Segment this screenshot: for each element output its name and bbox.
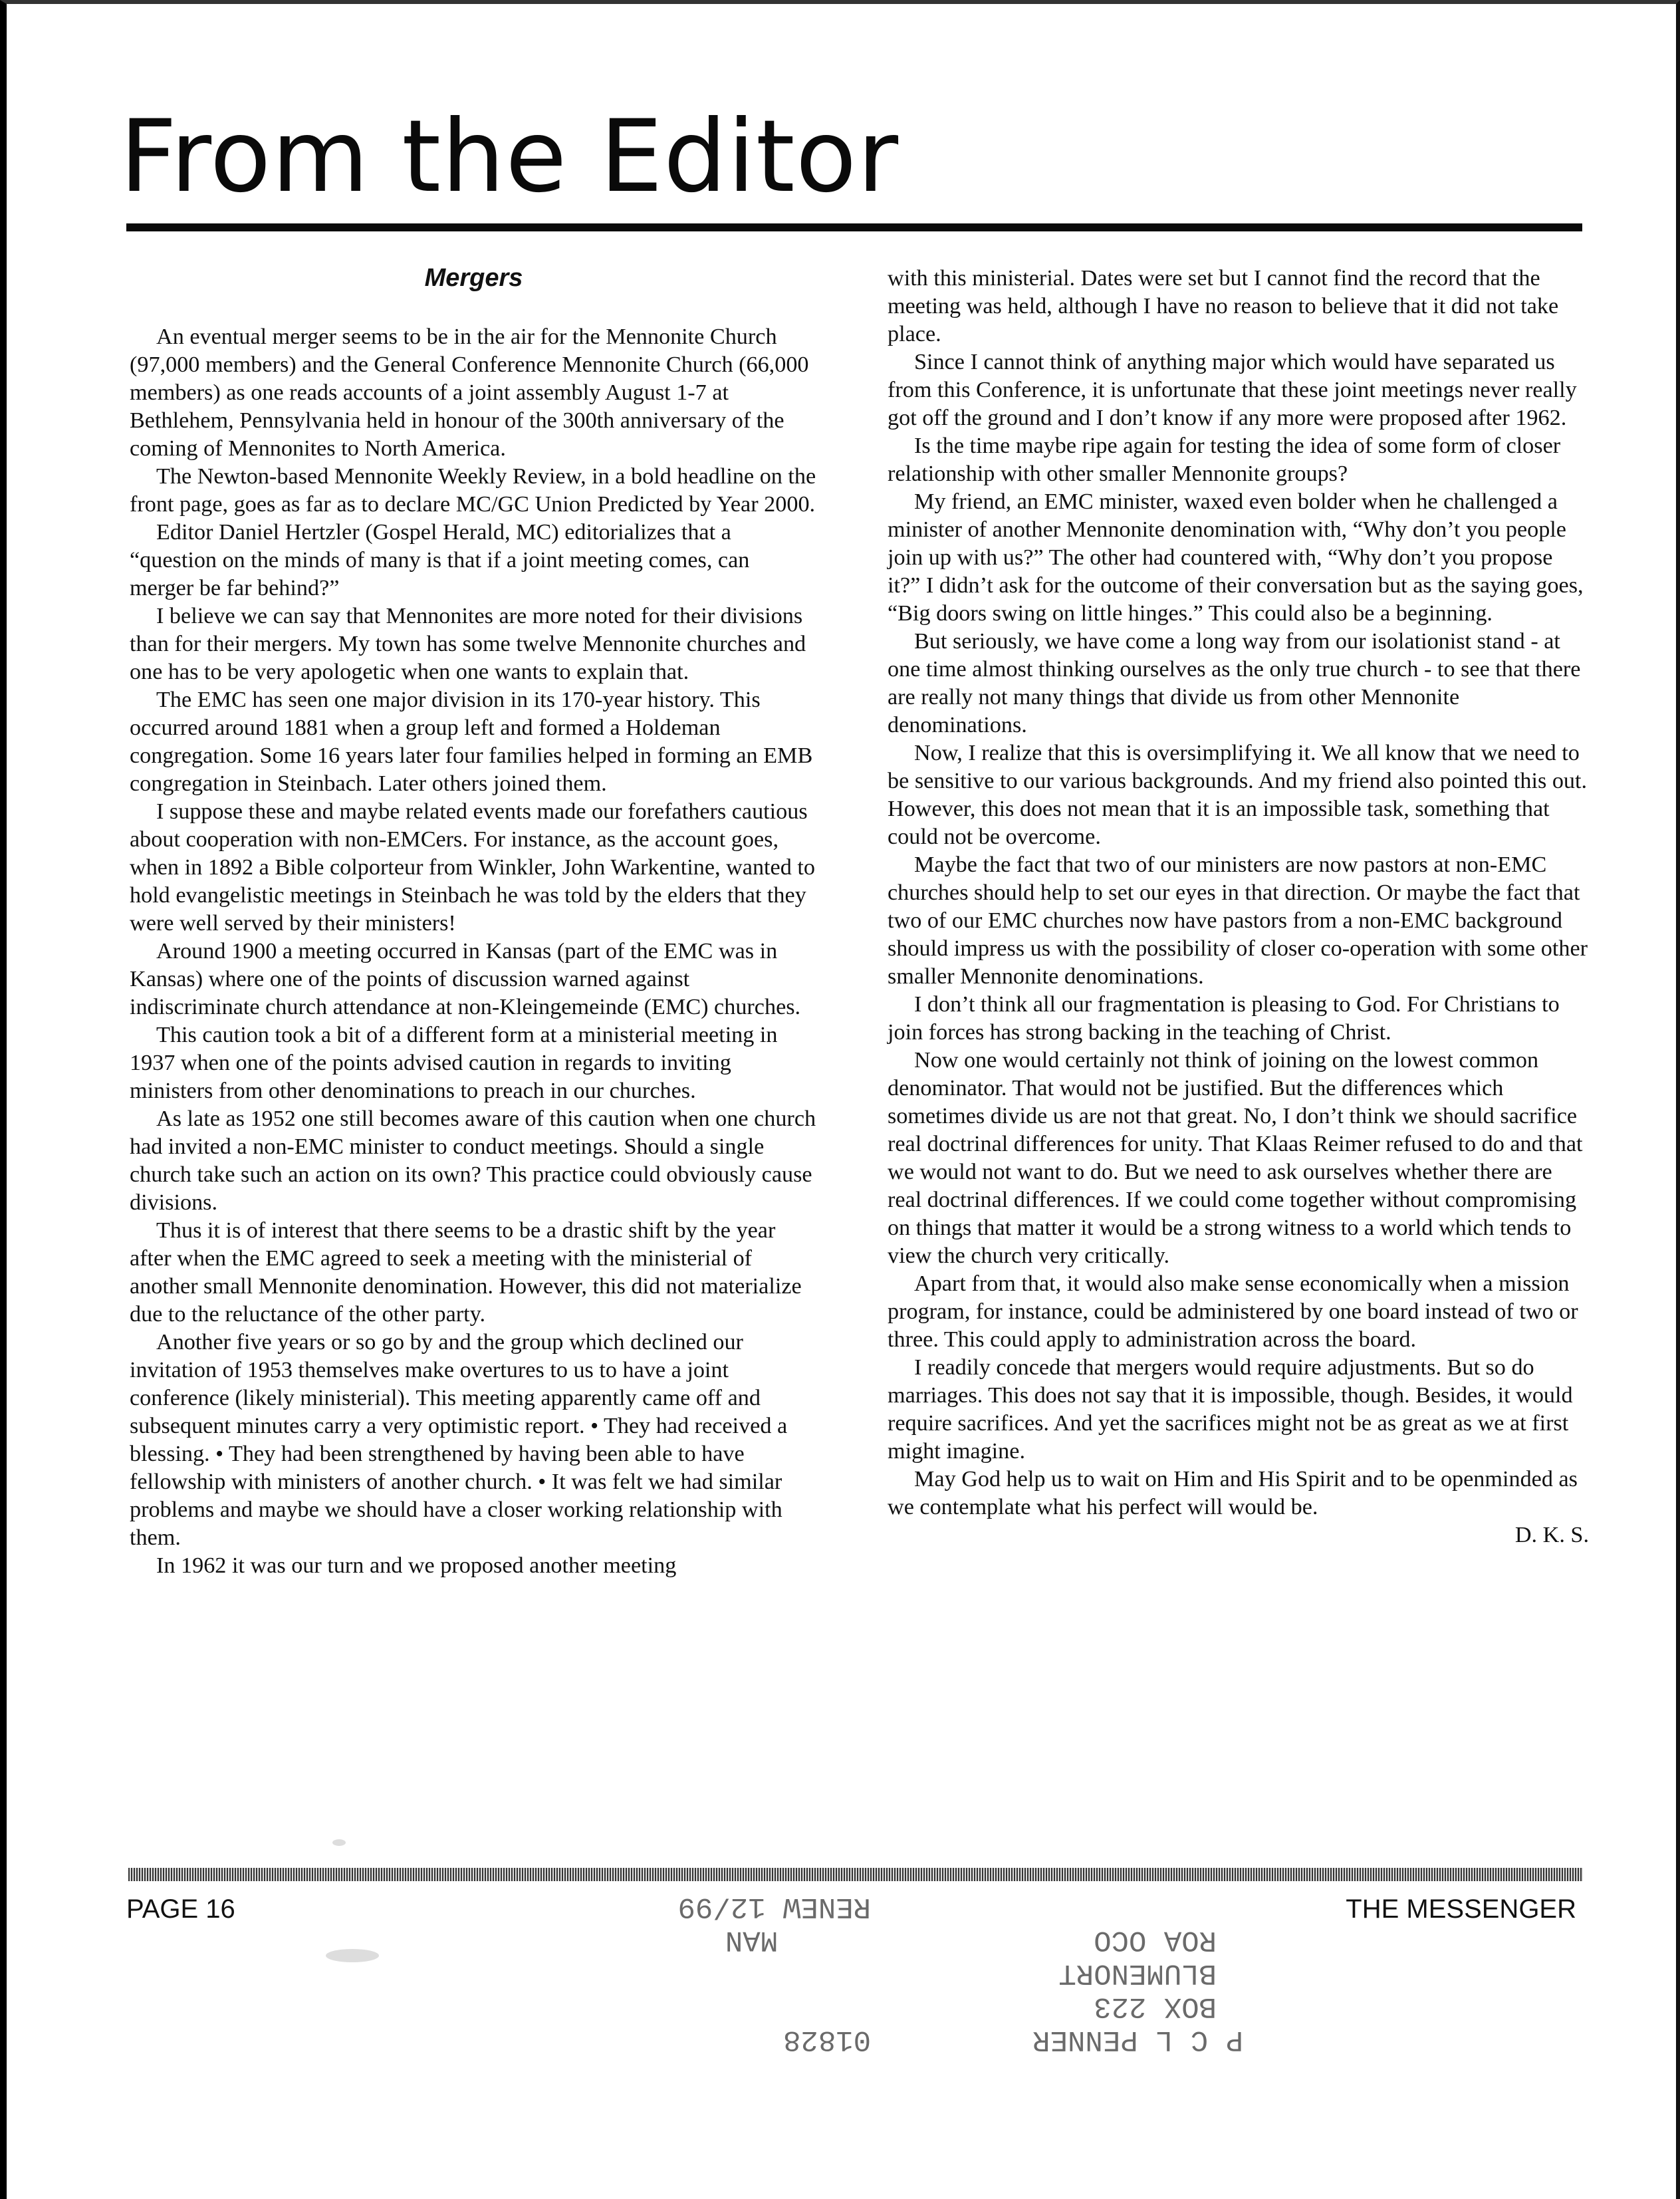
paragraph: In 1962 it was our turn and we proposed another meeting <box>156 1553 677 1578</box>
title-rule <box>126 223 1582 231</box>
footer-pattern-bar <box>128 1868 1583 1881</box>
paragraph: As late as 1952 one still becomes aware of this caution when one church had invited a non-EMC minister to conduct meetings. Should a single church take such an action on its own? This practice could obviously cause divisions. <box>130 1106 816 1215</box>
paragraph: The EMC has seen one major division in its 170-year history. This occurred around 1881 when a group left and formed a Holdeman congregation. Some 16 years later four families helped in forming an EMB congregation in Steinbach. Later others joined them. <box>130 688 813 796</box>
paragraph: I believe we can say that Mennonites are more noted for their divisions than for their mergers. My town has some twelve Mennonite churches and one has to be very apologetic when one wants to explain that. <box>130 604 806 684</box>
paragraph: Apart from that, it would also make sense economically when a mission program, for instance, could be administered by one board instead of two or three. This could apply to administration across the board. <box>888 1271 1578 1352</box>
paragraph: May God help us to wait on Him and His Spirit and to be openminded as we contemplate what his perfect will would be. <box>888 1467 1578 1519</box>
left-column <box>130 263 818 1580</box>
page-number: PAGE 16 <box>126 1894 235 1924</box>
article-heading: Mergers <box>424 264 523 292</box>
label-code: 01828 <box>782 2023 871 2056</box>
paragraph: Thus it is of interest that there seems to be a drastic shift by the year after when the EMC agreed to seek a meeting with the ministerial of another small Mennonite denomination. However, this did not materialize due to the reluctance of the other party. <box>130 1218 802 1327</box>
paragraph <box>130 463 818 519</box>
smudge-mark <box>326 1949 379 1962</box>
label-town: BLUMENORT <box>1058 1956 1217 1990</box>
paragraph: Maybe the fact that two of our ministers are now pastors at non-EMC churches should help to set our eyes in that direction. Or maybe the fact that two of our EMC churches now have pastors from a non-EMC background should impress us with the possibility of closer co-operation with some other smaller Mennonite denominations. <box>888 852 1588 989</box>
paragraph: Editor Daniel Hertzler (Gospel Herald, MC) editorializes that a “question on the minds of many is that if a joint meeting comes, can merger be far behind?” <box>130 520 750 600</box>
paragraph: Another five years or so go by and the group which declined our invitation of 1953 themselves make overtures to us to have a joint conference (likely ministerial). This meeting apparently came off and subsequent minutes carry a very optimistic report. • They had received a blessing. • They had been strengthened by having been able to have fellowship with ministers of another church. • It was felt we had similar problems and maybe we should have a closer working relationship with them. <box>130 1330 788 1550</box>
label-renewal: RENEW 12/99 <box>677 1890 871 1923</box>
paragraph: Now, I realize that this is oversimplifying it. We all know that we need to be sensitive to our various backgrounds. And my friend also pointed this out. However, this does not mean that it is an impossible task, something that could not be overcome. <box>888 741 1588 849</box>
label-name: P C L PENNER <box>1032 2023 1243 2056</box>
paragraph: Is the time maybe ripe again for testing the idea of some form of closer relationship with other smaller Mennonite groups? <box>888 434 1561 486</box>
paragraph: I readily concede that mergers would require adjustments. But so do marriages. This does not say that it is impossible, though. Besides, it would require sacrifices. And yet the sacrifices might not be as great as we at first might imagine. <box>888 1355 1573 1464</box>
paragraph: Now one would certainly not think of joining on the lowest common denominator. That would not be justified. But the differences which sometimes divide us are not that great. No, I don’t think we should sacrifice real doctrinal differences for unity. That Klaas Reimer refused to do and that we would not want to do. But we need to ask ourselves whether there are real doctrinal differences. If we could come together without compromising on things that matter it would be a strong witness to a world which tends to view the church very critically. <box>888 1048 1583 1268</box>
mailing-label <box>565 1890 1243 2056</box>
paragraph-continued: with this ministerial. Dates were set but I cannot find the record that the meeting was held, although I have no reason to believe that it did not take place. <box>888 266 1559 346</box>
paragraph: I suppose these and maybe related events made our forefathers cautious about cooperation with non-EMCers. For instance, as the account goes, when in 1892 a Bible colporteur from Winkler, John Warkentine, wanted to hold evangelistic meetings in Steinbach he was told by the elders that they were well served by their ministers! <box>130 799 815 936</box>
signature: D. K. S. <box>1514 1523 1589 1547</box>
label-postal: ROA OCO <box>1094 1923 1217 1956</box>
label-province: MAN <box>725 1923 778 1956</box>
paragraph: Around 1900 a meeting occurred in Kansas (part of the EMC was in Kansas) where one of the points of discussion warned against indiscriminate church attendance at non-Kleingemeinde (EMC) churches. <box>130 939 801 1019</box>
paragraph: This caution took a bit of a different form at a ministerial meeting in 1937 when one of the points advised caution in regards to inviting ministers from other denominations to preach in our churches. <box>130 1023 778 1103</box>
paragraph: Since I cannot think of anything major which would have separated us from this Conference, it is unfortunate that these joint meetings never really got off the ground and I don’t know if any more were proposed after 1962. <box>888 350 1577 430</box>
paragraph: My friend, an EMC minister, waxed even bolder when he challenged a minister of another Mennonite denomination with, “Why don’t you people join up with us?” The other had countered with, “Why don’t you propose it?” I didn’t ask for the outcome of their conversation but as the saying goes, “Big doors swing on little hinges.” This could also be a beginning. <box>888 489 1584 626</box>
publication-name: THE MESSENGER <box>1346 1894 1576 1924</box>
smudge-mark <box>332 1839 346 1846</box>
paragraph: An eventual merger seems to be in the air for the Mennonite Church (97,000 members) and the General Conference Mennonite Church (66,000 members) as one reads accounts of a joint assembly August 1-7 at Bethlehem, Pennsylvania held in honour of the 300th anniversary of the coming of Mennonites to North America. <box>130 324 809 461</box>
page-title: From the Editor <box>120 99 900 215</box>
label-box: BOX 223 <box>1094 1990 1217 2023</box>
paragraph: I don’t think all our fragmentation is pleasing to God. For Christians to join forces has strong backing in the teaching of Christ. <box>888 992 1560 1045</box>
paragraph: But seriously, we have come a long way from our isolationist stand - at one time almost thinking ourselves as the only true church - to see that there are really not many things that divide us from other Mennonite denominations. <box>888 629 1581 737</box>
paragraph-text: The Newton-based Mennonite Weekly Review, in a bold headline on the front page, goes as far as to declare MC/GC Union Predicted by Year 2000. <box>130 464 816 517</box>
right-column <box>888 265 1589 1549</box>
